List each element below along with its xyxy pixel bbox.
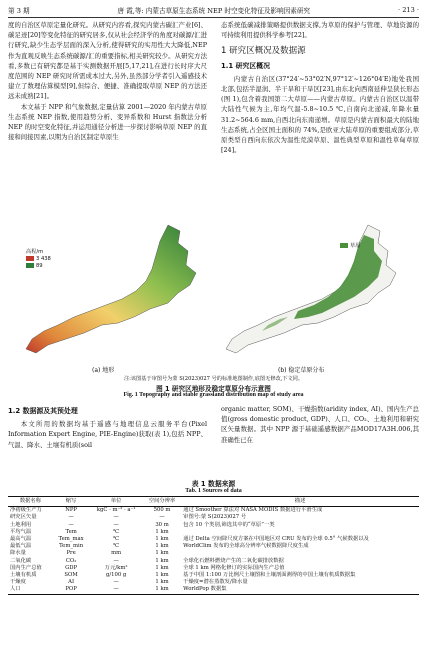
table-cell: g/100 g (105, 572, 127, 579)
table-cell: 包含 10 个类别,筛选其中的“草原”一类 (183, 521, 275, 528)
table-cell: 1 km (155, 543, 169, 550)
table-cell: 1 km (155, 572, 169, 579)
table-cell: 人口 (10, 586, 21, 593)
running-header (8, 4, 419, 16)
table-cell: 平均气温 (10, 528, 32, 535)
figure-caption-en: Fig. 1 Topography and stable grassland distribution map of study area (123, 392, 304, 398)
paragraph: 本文基于 NPP 和气象数据,定量估算 2001—2020 年内蒙古草原生态系统 NEP 指数,使用趋势分析、变异系数和 Hurst 指数法分析 NEP 的时空变化特征,并运用通径分析进一步探讨影响草原 NEP 的直接和间接因素,以期为自治区制定草原生 (8, 102, 207, 142)
paragraph: 度的自治区草原定量化研究。从研究内容看,探究内蒙古碳汇产业[6]、碳足迹[20]等变化特征的研究居多,仅从社会经济学的角度对碳源/汇进行研究,缺少生态学层面的深入分析,使得研究的实用性大大降低,NEP 作为直观反映生态系统碳源/汇的重要指标,相关研究较少。从研究方法看,多数已有研究都是基于实测数据开展[5,17,21],在进行长时序大尺度范围的 NEP 研究时所需成本过大,另外,虽然部分学者引入遥感技术建立了数理估算模型[9],但综合、便捷、准确提取草原 NEP 的方法还远未成熟[21]。 (8, 21, 207, 101)
table-cell: AI (68, 579, 75, 586)
running-title: 唐 霞,等: 内蒙古草原生态系统 NEP 时空变化特征及影响因素研究 (117, 7, 311, 15)
table-cell: — (113, 557, 119, 564)
header-rule (8, 17, 419, 18)
column-header: 描述 (294, 498, 306, 504)
table-cell: CO₂ (65, 557, 77, 564)
legend-low-label: 89 (36, 263, 43, 269)
table-cell: 1 km (155, 550, 169, 557)
table-cell: mm (111, 550, 122, 557)
table-row (8, 586, 419, 594)
table-cell: 最低气温 (10, 543, 32, 550)
figure-caption: 图 1 研究区地形及稳定草原分布示意图 (156, 385, 271, 393)
table-cell: 审图号:蒙 S(2023)027 号 (183, 514, 247, 521)
table-row (8, 543, 419, 550)
grassland-map (218, 221, 413, 374)
table-cell: — (68, 521, 74, 528)
table-cell: 1 km (155, 586, 169, 593)
legend-swatch-high (26, 256, 34, 261)
elevation-legend-title: 高程/m (26, 249, 44, 255)
legend-swatch-grass (340, 243, 348, 248)
table-cell: NPP (65, 507, 77, 514)
table-cell: 土壤有机质 (10, 572, 37, 579)
grassland-map-image (218, 221, 413, 361)
paragraph: 态系统低碳减排策略提供数据支撑,为草原的保护与管理、草地资源的可持续利用提供科学参考[22]。 (221, 21, 419, 40)
table-cell: ℃ (113, 528, 120, 535)
elevation-legend (26, 249, 51, 270)
table-cell: 500 m (153, 507, 171, 514)
table-cell: 全球 1 km 网格化修订的实际国内生产总值 (183, 564, 285, 571)
table-row (8, 558, 419, 565)
table-cell: 国内生产总值 (10, 564, 42, 571)
table-cell: — (159, 514, 165, 521)
table-cell: 通过 Delta 空间降尺度方案在中国地区对 CRU 发布的全球 0.5° 气候数据以及 (183, 536, 369, 543)
table-cell (181, 550, 419, 557)
left-column-top (8, 20, 207, 142)
table-cell: 1 km (155, 564, 169, 571)
table-cell: 土地利用 (10, 521, 32, 528)
table-cell: POP (65, 586, 77, 593)
table-row (8, 522, 419, 529)
table-cell (181, 529, 419, 536)
right-column-bottom (221, 404, 419, 445)
column-header: 空间分辨率 (148, 498, 176, 504)
table-cell: 干燥度=潜在蒸散发/降水量 (183, 579, 248, 586)
table-cell: 全球化石燃料燃烧产生的二氧化碳排放数据 (183, 557, 284, 564)
table-cell: 通过 Smoother 算法对 NASA MODIS 数据进行平滑生成 (183, 507, 323, 514)
table-cell: 研究区矢量 (10, 514, 37, 521)
map-b-label: (b) 稳定草原分布 (278, 367, 325, 374)
table-cell: Tem_max (58, 536, 84, 543)
table-cell: — (68, 514, 74, 521)
terrain-map-image (18, 221, 213, 361)
table-cell: 万元/km² (104, 564, 128, 571)
table-cell: 1 km (155, 536, 169, 543)
table-cell: 1 km (155, 528, 169, 535)
terrain-map (18, 221, 213, 374)
table-row (8, 514, 419, 521)
table-cell: 净初级生产力 (10, 507, 42, 514)
table-cell: 降水量 (10, 550, 26, 557)
table-cell: 1 km (155, 579, 169, 586)
column-header: 缩写 (65, 498, 77, 504)
grassland-legend (340, 243, 360, 250)
table-cell: — (113, 521, 119, 528)
figure-note: 注:该图基于审图号为蒙 S(2023)027 号的标准地图制作,底图无修改,下文同。 (123, 376, 304, 382)
table-cell: ℃ (113, 543, 120, 550)
table-row (8, 529, 419, 536)
left-column-bottom (8, 404, 207, 450)
table-cell: SOM (64, 572, 78, 579)
issue-number: 第 3 期 (8, 7, 30, 15)
table-caption-en: Tab. 1 Sources of data (185, 488, 242, 494)
column-header: 单位 (110, 498, 122, 504)
table-cell: 最高气温 (10, 536, 32, 543)
legend-grass-label: 草原 (350, 243, 361, 249)
table-cell: 30 m (155, 521, 169, 528)
column-header: 数据名称 (19, 498, 42, 504)
table-cell: WorldClim 发布的全球高分辨率气候数据降尺度生成 (183, 543, 309, 550)
table-row (8, 550, 419, 557)
table-cell: 1 km (155, 557, 169, 564)
table-cell: Pre (66, 550, 76, 557)
table-row (8, 565, 419, 572)
paragraph: 内蒙古自治区(37°24′~53°02′N,97°12′~126°04′E)地处我国北部,包括半湿润、半干旱和干旱区[23],由东北向西南延伸呈狭长形态(图 1),包含着我国第二大草原——内蒙古草原。内蒙古自治区以温带大陆性气候为主,年均气温-5.8~10.5 ℃,自南向北递减,年降水量 31.2~564.6 mm,自西北向东南递增。草原是内蒙古面积最大的陆地生态系统,占全区国土面积的 74%,是欧亚大陆草原的重要组成部分,草原类型自西向东依次为温性荒漠草原、温性典型草原和温性草甸草原[24]。 (221, 74, 419, 155)
table-1 (8, 478, 419, 595)
subsection-heading: 1.2 数据源及其预处理 (8, 407, 78, 415)
table-cell: 二氧化碳 (10, 557, 32, 564)
data-sources-table (8, 496, 419, 595)
table-cell: kgC · m⁻² · a⁻¹ (96, 507, 136, 514)
figure-1 (8, 221, 419, 398)
right-column-top (221, 20, 419, 155)
table-cell: — (113, 586, 119, 593)
table-cell: GDP (65, 564, 78, 571)
legend-swatch-low (26, 263, 34, 268)
paragraph: organic matter, SOM)、干燥指数(aridity index, AI)、国内生产总值(gross domestic product, GDP)、人口、CO₂、土地利用和研究区矢量数据。其中 NPP 源于基础遥感数据产品MOD17A3H.006,其准确性已在 (221, 405, 419, 444)
table-cell: ℃ (113, 536, 120, 543)
table-caption: 表 1 数据来源 (191, 480, 236, 488)
subsection-heading: 1.1 研究区概况 (221, 61, 271, 70)
paragraph: 本文所用的数据均基于遥感与地理信息云服务平台(Pixel Information Expert Engine, PIE-Engine)获取(表 1),包括 NPP、气温、降水、土壤有机质(soil (8, 420, 207, 449)
table-cell: 基于中国 1:100 万比例尺土壤图和土壤剖面测得的中国土壤有机质数据集 (183, 572, 356, 579)
table-cell: 干燥度 (10, 579, 26, 586)
map-a-label: (a) 地形 (92, 367, 115, 374)
table-cell: — (113, 514, 119, 521)
table-header-row (8, 497, 419, 507)
section-heading: 1 研究区概况及数据源 (221, 46, 306, 57)
page-number: · 213 · (398, 6, 419, 14)
table-cell: WorldPop 数据集 (183, 586, 227, 593)
table-cell: — (113, 579, 119, 586)
legend-high-label: 3 438 (36, 256, 51, 262)
inner-mongolia-outline (26, 225, 196, 353)
table-cell: Tem_min (59, 543, 84, 550)
table-cell: Tem (65, 528, 77, 535)
